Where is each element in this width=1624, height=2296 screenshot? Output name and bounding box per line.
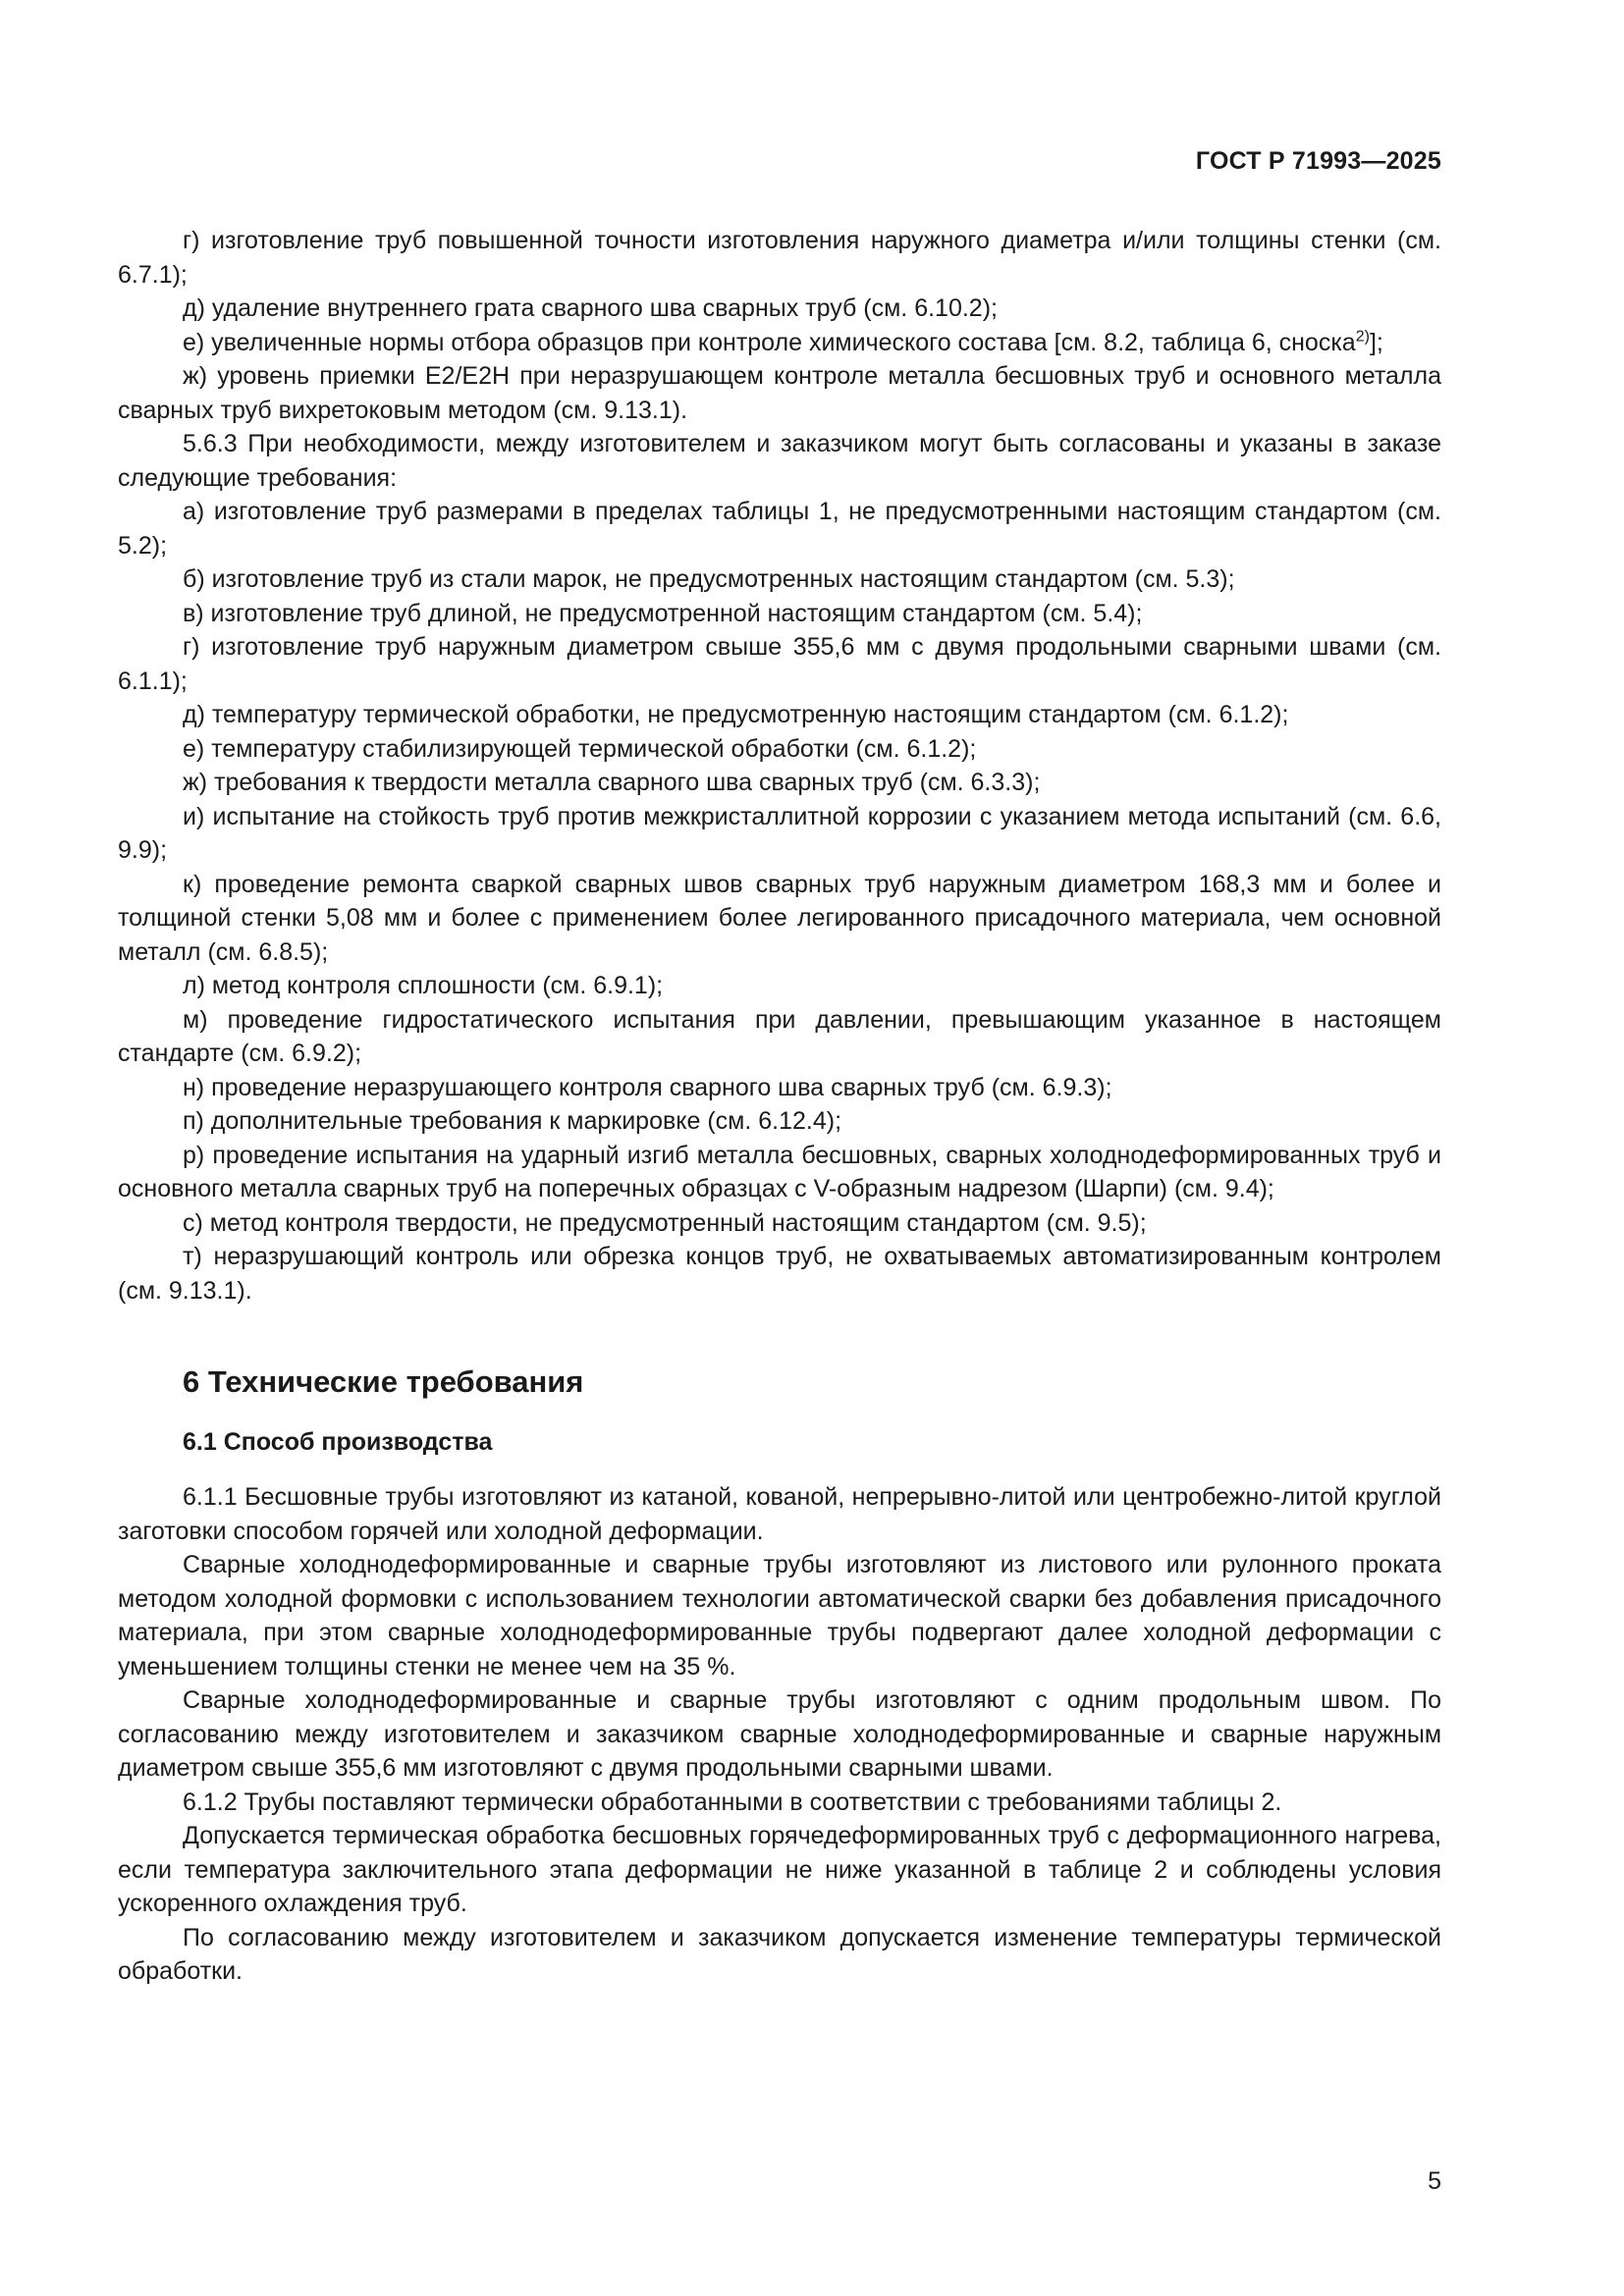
footnote-ref: 2) (1355, 328, 1370, 346)
clause-item: н) проведение неразрушающего контроля сварного шва сварных труб (см. 6.9.3); (183, 1073, 1112, 1101)
clause-item: и) испытание на стойкость труб против межкристаллитной коррозии с указанием метода испытаний (см. 6.6, 9.9); (118, 802, 1441, 864)
clause-item: д) температуру термической обработки, не предусмотренную настоящим стандартом (см. 6.1.2); (183, 701, 1289, 728)
list-item-e-text: е) увеличенные нормы отбора образцов при контроле химического состава [см. 8.2, таблица 6, сноска (183, 328, 1356, 356)
document-id-header: ГОСТ Р 71993—2025 (1195, 147, 1441, 175)
clause-item: с) метод контроля твердости, не предусмотренный настоящим стандартом (см. 9.5); (183, 1208, 1147, 1237)
section-6-paragraph: Допускается термическая обработка бесшовных горячедеформированных труб с деформационного нагрева, если температура заключительного этапа деформации не ниже указанной в таблице 2 и соблюдены условия ускоренного охлаждения труб. (118, 1822, 1441, 1917)
clause-item: к) проведение ремонта сваркой сварных швов сварных труб наружным диаметром 168,3 мм и более и толщиной стенки 5,08 мм и более с применением более легированного присадочного материала, чем основной металл (см. 6.8.5); (118, 870, 1441, 966)
clause-item: б) изготовление труб из стали марок, не предусмотренных настоящим стандартом (см. 5.3); (183, 565, 1235, 593)
clause-item: в) изготовление труб длиной, не предусмотренной настоящим стандартом (см. 5.4); (183, 599, 1143, 627)
section-6-paragraph: 6.1.1 Бесшовные трубы изготовляют из катаной, кованой, непрерывно-литой или центробежно-литой круглой заготовки способом горячей или холодной деформации. (118, 1483, 1441, 1545)
clause-item: л) метод контроля сплошности (см. 6.9.1); (183, 972, 664, 999)
list-item-e (118, 326, 1441, 360)
clause-item: р) проведение испытания на ударный изгиб металла бесшовных, сварных холоднодеформированных труб и основного металла сварных труб на поперечных образцах с V-образным надрезом (Шарпи) (см. 9.4); (118, 1141, 1441, 1202)
section-6-paragraph: Сварные холоднодеформированные и сварные трубы изготовляют из листового или рулонного проката методом холодной формовки с использованием технологии автоматической сварки без добавления присадочного материала, при этом сварные холоднодеформированные трубы подвергают далее холодной деформации с уменьшением толщины стенки не менее чем на 35 %. (118, 1551, 1441, 1681)
list-item-zh: ж) уровень приемки E2/E2H при неразрушающем контроле металла бесшовных труб и основного металла сварных труб вихретоковым методом (см. 9.13.1). (118, 362, 1441, 424)
section-6-heading: 6 Технические требования (183, 1364, 584, 1399)
section-6-paragraph: По согласованию между изготовителем и заказчиком допускается изменение температуры термической обработки. (118, 1923, 1441, 1985)
clause-item: г) изготовление труб наружным диаметром свыше 355,6 мм с двумя продольными сварными швами (см. 6.1.1); (118, 633, 1441, 695)
clause-item: т) неразрушающий контроль или обрезка концов труб, не охватываемых автоматизированным контролем (см. 9.13.1). (118, 1243, 1441, 1305)
page-number: 5 (1428, 2167, 1441, 2195)
section-6-paragraph: 6.1.2 Трубы поставляют термически обработанными в соответствии с требованиями таблицы 2. (183, 1788, 1282, 1816)
clause-item: м) проведение гидростатического испытания при давлении, превышающим указанное в настоящем стандарте (см. 6.9.2); (118, 1005, 1441, 1067)
clause-5-6-3-lead: 5.6.3 При необходимости, между изготовителем и заказчиком могут быть согласованы и указаны в заказе следующие требования: (118, 430, 1441, 492)
section-6-paragraph: Сварные холоднодеформированные и сварные трубы изготовляют с одним продольным швом. По согласованию между изготовителем и заказчиком сварные холоднодеформированные и сварные наружным диаметром свыше 355,6 мм изготовляют с двумя продольными сварными швами. (118, 1686, 1441, 1782)
clause-item: е) температуру стабилизирующей термической обработки (см. 6.1.2); (183, 734, 977, 763)
page-content (118, 224, 1441, 1989)
clause-item: п) дополнительные требования к маркировке (см. 6.12.4); (183, 1107, 842, 1135)
clause-item: а) изготовление труб размерами в пределах таблицы 1, не предусмотренными настоящим стандартом (см. 5.2); (118, 498, 1441, 560)
list-item-e-tail: ]; (1369, 328, 1383, 356)
list-item-g: г) изготовление труб повышенной точности изготовления наружного диаметра и/или толщины стенки (см. 6.7.1); (118, 227, 1441, 289)
clause-item: ж) требования к твердости металла сварного шва сварных труб (см. 6.3.3); (183, 769, 1041, 796)
section-6-1-heading: 6.1 Способ производства (183, 1428, 493, 1456)
list-item-d: д) удаление внутреннего грата сварного шва сварных труб (см. 6.10.2); (183, 294, 998, 322)
